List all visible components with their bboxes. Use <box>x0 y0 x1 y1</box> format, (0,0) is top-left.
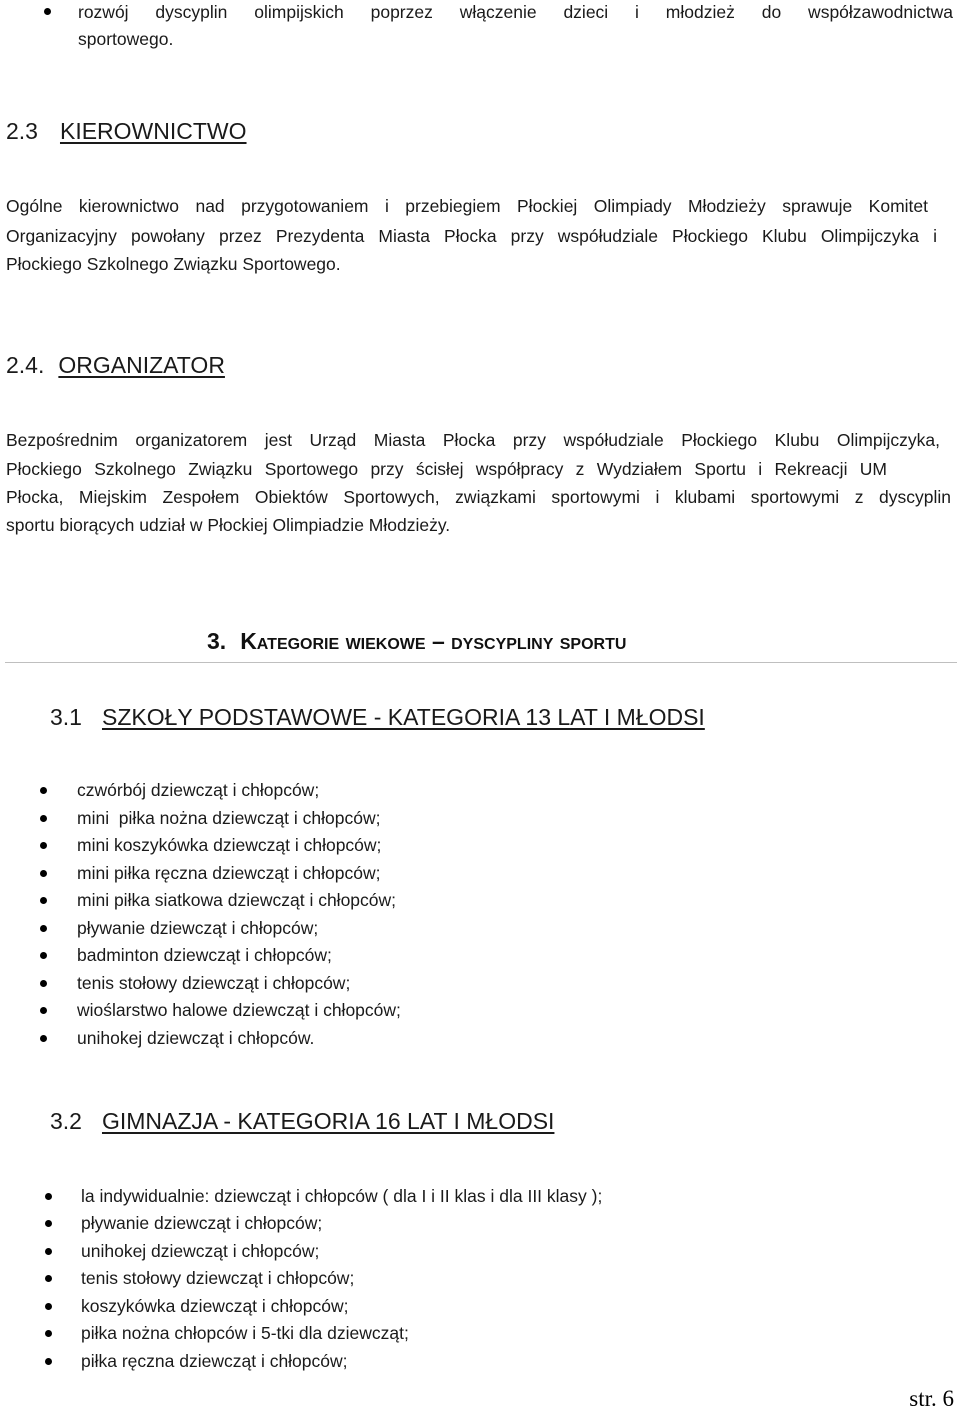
section-3-2-number: 3.2 <box>50 1108 82 1134</box>
list-item: unihokej dziewcząt i chłopców. <box>77 1028 315 1048</box>
section-3-2-heading <box>50 1106 554 1136</box>
intro-bullet-line-2: sportowego. <box>78 29 174 49</box>
bullet-icon <box>44 8 51 15</box>
section-2-4-title: ORGANIZATOR <box>58 352 225 378</box>
bullet-icon <box>40 1035 47 1042</box>
list-item: mini piłka ręczna dziewcząt i chłopców; <box>77 863 381 883</box>
list-item: unihokej dziewcząt i chłopców; <box>81 1241 320 1261</box>
section-3-heading <box>207 624 626 658</box>
section-3-rule <box>5 662 957 663</box>
page-number: str. 6 <box>909 1386 954 1411</box>
bullet-icon <box>40 870 47 877</box>
bullet-icon <box>40 842 47 849</box>
bullet-icon <box>40 980 47 987</box>
section-3-1-title: SZKOŁY PODSTAWOWE - KATEGORIA 13 LAT I MŁODSI <box>101 704 705 730</box>
list-item: mini piłka siatkowa dziewcząt i chłopców; <box>77 890 397 910</box>
section-2-3-line-1: Ogólne kierownictwo nad przygotowaniem i przebiegiem Płockiej Olimpiady Młodzieży sprawuje Komitet <box>6 196 928 216</box>
section-2-3-number: 2.3 <box>6 118 38 144</box>
list-item: pływanie dziewcząt i chłopców; <box>77 918 319 938</box>
bullet-icon <box>40 1007 47 1014</box>
bullet-icon <box>40 897 47 904</box>
section-3-number: 3. <box>207 628 227 654</box>
bullet-icon <box>40 787 47 794</box>
section-3-2-title: GIMNAZJA - KATEGORIA 16 LAT I MŁODSI <box>101 1108 555 1134</box>
list-item: czwórbój dziewcząt i chłopców; <box>77 780 320 800</box>
list-item: tenis stołowy dziewcząt i chłopców; <box>81 1268 355 1288</box>
bullet-icon <box>45 1193 52 1200</box>
bullet-icon <box>45 1330 52 1337</box>
list-item: koszykówka dziewcząt i chłopców; <box>81 1296 349 1316</box>
bullet-icon <box>40 815 47 822</box>
section-3-title: Kategorie wiekowe – dyscypliny sportu <box>240 628 627 654</box>
section-2-4-line-1: Bezpośrednim organizatorem jest Urząd Miasta Płocka przy współudziale Płockiego Klubu Olimpijczyka, <box>6 430 940 450</box>
list-item: pływanie dziewcząt i chłopców; <box>81 1213 323 1233</box>
intro-bullet-line-1: rozwój dyscyplin olimpijskich poprzez włączenie dzieci i młodzież do współzawodnictwa <box>78 2 953 22</box>
section-2-3-title: KIEROWNICTWO <box>59 118 247 144</box>
section-2-4-heading <box>6 350 225 380</box>
section-2-4-line-4: sportu biorących udział w Płockiej Olimpiadzie Młodzieży. <box>6 515 451 535</box>
bullet-icon <box>45 1248 52 1255</box>
bullet-icon <box>40 925 47 932</box>
list-item: la indywidualnie: dziewcząt i chłopców ( dla I i II klas i dla III klasy ); <box>81 1186 603 1206</box>
bullet-icon <box>45 1358 52 1365</box>
bullet-icon <box>40 952 47 959</box>
section-2-3-heading <box>6 116 247 146</box>
list-item: badminton dziewcząt i chłopców; <box>77 945 332 965</box>
section-3-1-number: 3.1 <box>50 704 82 730</box>
list-item: piłka ręczna dziewcząt i chłopców; <box>81 1351 348 1371</box>
bullet-icon <box>45 1275 52 1282</box>
list-item: tenis stołowy dziewcząt i chłopców; <box>77 973 351 993</box>
section-2-4-number: 2.4. <box>6 352 45 378</box>
section-2-4-line-3: Płocka, Miejskim Zespołem Obiektów Sportowych, związkami sportowymi i klubami sportowymi z dyscyplin <box>6 487 951 507</box>
list-item: piłka nożna chłopców i 5-tki dla dziewcząt; <box>81 1323 409 1343</box>
list-item: mini koszykówka dziewcząt i chłopców; <box>77 835 382 855</box>
bullet-icon <box>45 1303 52 1310</box>
bullet-icon <box>45 1220 52 1227</box>
list-item: mini piłka nożna dziewcząt i chłopców; <box>77 808 381 828</box>
list-item: wioślarstwo halowe dziewcząt i chłopców; <box>77 1000 401 1020</box>
section-2-3-line-2: Organizacyjny powołany przez Prezydenta Miasta Płocka przy współudziale Płockiego Klubu Olimpijczyka i <box>6 226 937 246</box>
section-2-3-line-3: Płockiego Szkolnego Związku Sportowego. <box>6 254 341 274</box>
section-2-4-line-2: Płockiego Szkolnego Związku Sportowego przy ścisłej współpracy z Wydziałem Sportu i Rekreacji UM <box>6 459 887 479</box>
section-3-1-heading <box>50 702 705 732</box>
